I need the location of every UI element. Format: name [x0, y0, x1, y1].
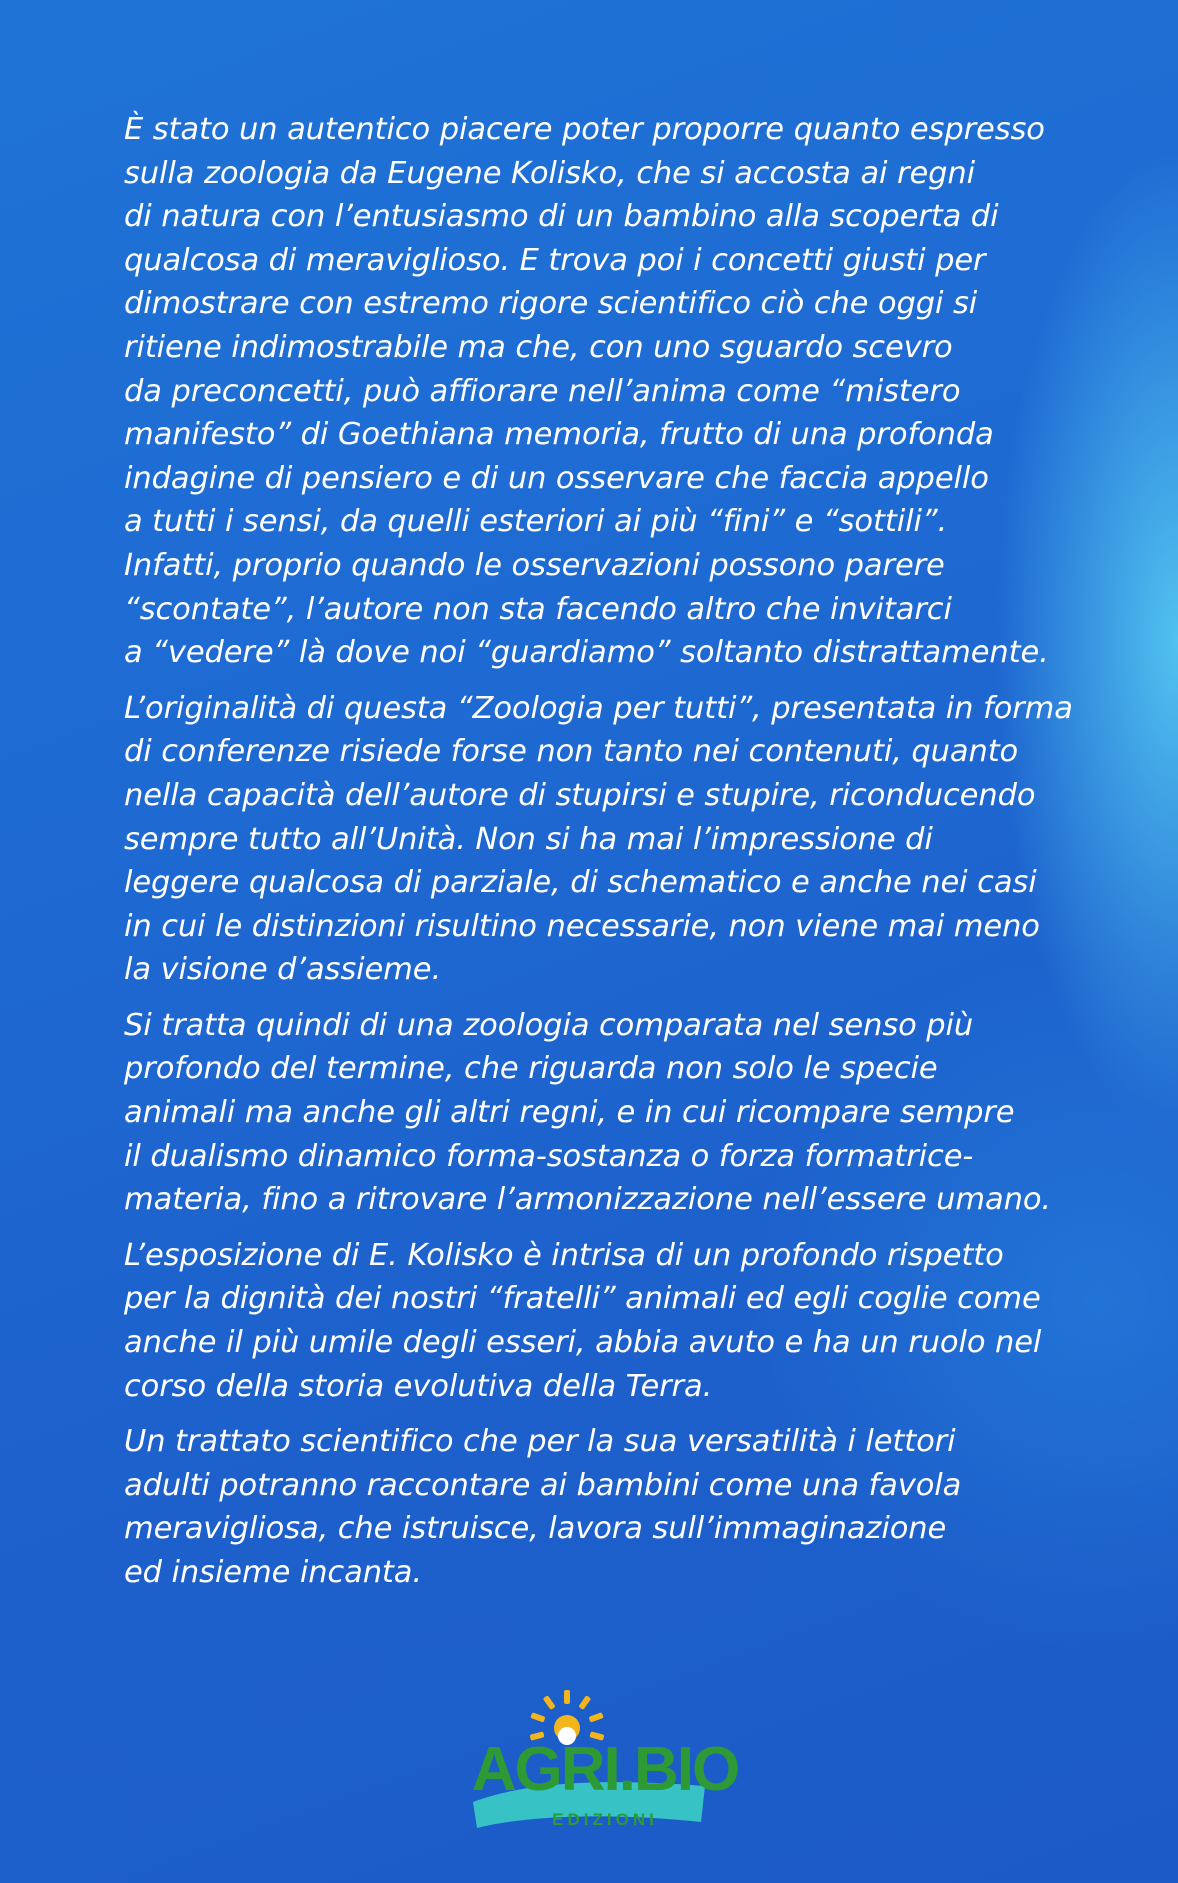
text-line: “scontate”, l’autore non sta facendo altro che invitarci — [124, 591, 952, 627]
text-line: adulti potranno raccontare ai bambini come una favola — [124, 1467, 962, 1503]
text-line: qualcosa di meraviglioso. E trova poi i concetti giusti per — [124, 242, 986, 278]
text-line: indagine di pensiero e di un osservare che faccia appello — [124, 460, 989, 496]
text-line: di conferenze risiede forse non tanto nei contenuti, quanto — [124, 734, 1019, 770]
text-line: nella capacità dell’autore di stupirsi e stupire, riconducendo — [124, 777, 1036, 813]
text-line: di natura con l’entusiasmo di un bambino alla scoperta di — [124, 199, 999, 235]
paragraph — [124, 108, 1084, 675]
text-line: a “vedere” là dove noi “guardiamo” soltanto distrattamente. — [124, 635, 1049, 671]
text-line: Un trattato scientifico che per la sua versatilità i lettori — [124, 1424, 956, 1460]
text-line: profondo del termine, che riguarda non solo le specie — [124, 1051, 938, 1087]
publisher-logo — [455, 1690, 755, 1840]
text-line: Infatti, proprio quando le osservazioni possono parere — [124, 547, 945, 583]
text-line: Si tratta quindi di una zoologia comparata nel senso più — [124, 1007, 974, 1043]
blurb-text — [124, 108, 1084, 1607]
text-line: in cui le distinzioni risultino necessarie, non viene mai meno — [124, 908, 1040, 944]
agribio-logo-graphic — [455, 1690, 755, 1840]
text-line: manifesto” di Goethiana memoria, frutto di una profonda — [124, 417, 994, 453]
text-line: dimostrare con estremo rigore scientifico ciò che oggi si — [124, 286, 978, 322]
text-line: meravigliosa, che istruisce, lavora sull’immaginazione — [124, 1511, 947, 1547]
paragraph — [124, 1420, 1084, 1594]
text-line: animali ma anche gli altri regni, e in cui ricompare sempre — [124, 1095, 1015, 1131]
brand-subtitle: EDIZIONI — [552, 1810, 658, 1829]
text-line: ed insieme incanta. — [124, 1555, 422, 1590]
brand-wordmark: AGRI.BIO — [471, 1735, 739, 1804]
text-line: il dualismo dinamico forma-sostanza o forza formatrice- — [124, 1138, 974, 1174]
text-line: sempre tutto all’Unità. Non si ha mai l’impressione di — [124, 821, 933, 857]
text-line: da preconcetti, può affiorare nell’anima come “mistero — [124, 373, 961, 409]
text-line: L’originalità di questa “Zoologia per tutti”, presentata in forma — [124, 690, 1073, 726]
text-line: per la dignità dei nostri “fratelli” animali ed egli coglie come — [124, 1281, 1041, 1317]
paragraph — [124, 687, 1084, 992]
text-line: sulla zoologia da Eugene Kolisko, che si accosta ai regni — [124, 155, 975, 191]
text-line: L’esposizione di E. Kolisko è intrisa di un profondo rispetto — [124, 1237, 1004, 1273]
text-line: leggere qualcosa di parziale, di schematico e anche nei casi — [124, 865, 1037, 901]
text-line: ritiene indimostrabile ma che, con uno sguardo scevro — [124, 329, 953, 365]
paragraph — [124, 1004, 1084, 1222]
paragraph — [124, 1234, 1084, 1408]
text-line: corso della storia evolutiva della Terra. — [124, 1368, 713, 1404]
text-line: È stato un autentico piacere poter proporre quanto espresso — [124, 112, 1045, 147]
text-line: a tutti i sensi, da quelli esteriori ai più “fini” e “sottili”. — [124, 504, 948, 540]
text-line: anche il più umile degli esseri, abbia avuto e ha un ruolo nel — [124, 1325, 1042, 1361]
text-line: la visione d’assieme. — [124, 952, 442, 988]
text-line: materia, fino a ritrovare l’armonizzazione nell’essere umano. — [124, 1182, 1051, 1218]
